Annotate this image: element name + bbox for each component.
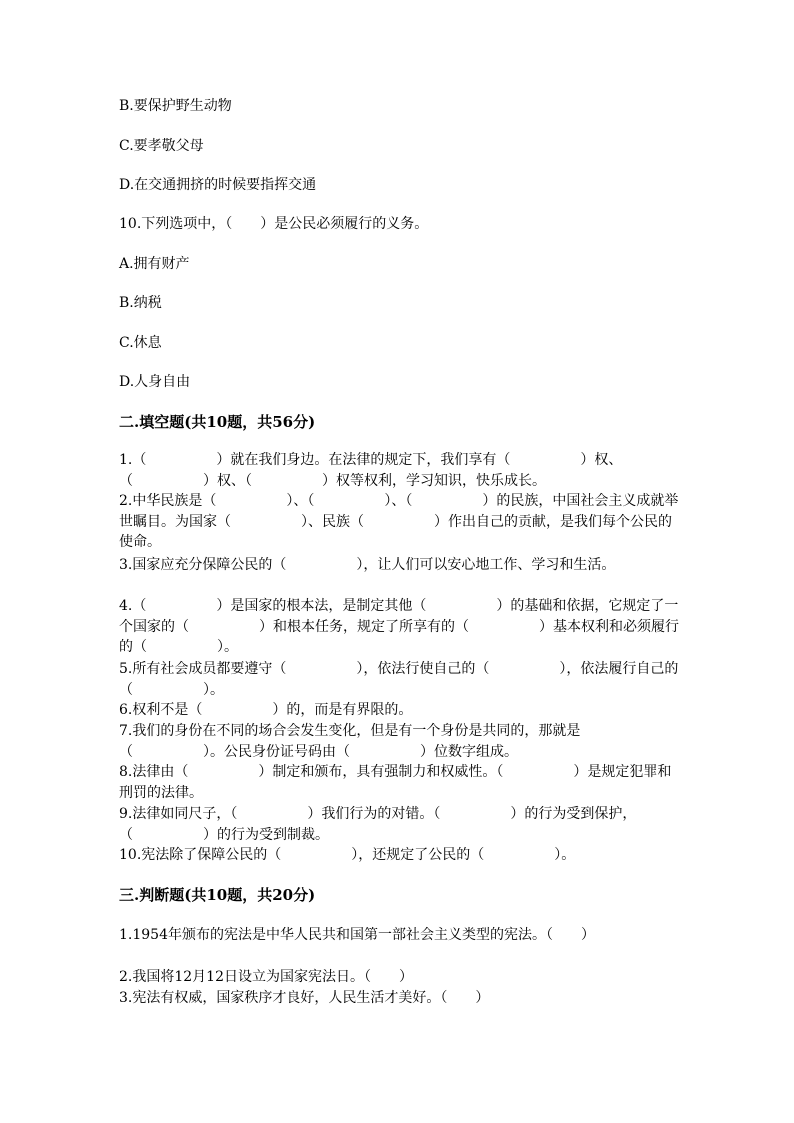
q10-stem: 10.下列选项中，（ ）是公民必须履行的义务。: [119, 216, 429, 232]
judge-question-2: 2.我国将12月12日设立为国家宪法日。（ ）: [119, 969, 413, 985]
q10-option-a: A.拥有财产: [119, 256, 190, 272]
fill-question-8: 8.法律由（ ）制定和颁布，具有强制力和权威性。（ ）是规定犯罪和刑罚的法律。: [119, 764, 672, 801]
fill-question-4: 4.（ ）是国家的根本法，是制定其他（ ）的基础和依据，它规定了一个国家的（ ）和根本任务，规定了所享有的（ ）基本权利和必须履行的（ ）。: [119, 598, 679, 656]
q10-option-b: B.纳税: [119, 295, 162, 311]
q9-option-b: B.要保护野生动物: [119, 98, 232, 114]
section3-heading: 三.判断题(共10题，共20分): [119, 886, 316, 904]
section2-heading: 二.填空题(共10题，共56分): [119, 413, 316, 431]
judge-question-1: 1.1954年颁布的宪法是中华人民共和国第一部社会主义类型的宪法。（ ）: [119, 927, 595, 943]
q9-option-d: D.在交通拥挤的时候要指挥交通: [119, 177, 317, 193]
fill-question-9: 9.法律如同尺子，（ ）我们行为的对错。（ ）的行为受到保护，（ ）的行为受到制裁。: [119, 806, 637, 843]
fill-question-10: 10.宪法除了保障公民的（ ），还规定了公民的（ ）。: [119, 847, 576, 863]
fill-question-2: 2.中华民族是（ ）、（ ）、（ ）的民族，中国社会主义成就举世瞩目。为国家（ ）、民族（ ）作出自己的贡献，是我们每个公民的使命。: [119, 493, 679, 551]
fill-question-3: 3.国家应充分保障公民的（ ），让人们可以安心地工作、学习和生活。: [119, 557, 616, 573]
judge-question-3: 3.宪法有权威，国家秩序才良好，人民生活才美好。（ ）: [119, 990, 490, 1006]
fill-question-5: 5.所有社会成员都要遵守（ ），依法行使自己的（ ），依法履行自己的（ ）。: [119, 661, 679, 698]
q10-option-c: C.休息: [119, 335, 162, 351]
q10-option-d: D.人身自由: [119, 374, 191, 390]
fill-question-1: 1.（ ）就在我们身边。在法律的规定下，我们享有（ ）权、（ ）权、（ ）权等权利，学习知识，快乐成长。: [119, 452, 623, 489]
fill-question-7: 7.我们的身份在不同的场合会发生变化，但是有一个身份是共同的，那就是（ ）。公民身份证号码由（ ）位数字组成。: [119, 723, 581, 760]
q9-option-c: C.要孝敬父母: [119, 138, 204, 154]
fill-question-6: 6.权利不是（ ）的，而是有界限的。: [119, 702, 413, 718]
